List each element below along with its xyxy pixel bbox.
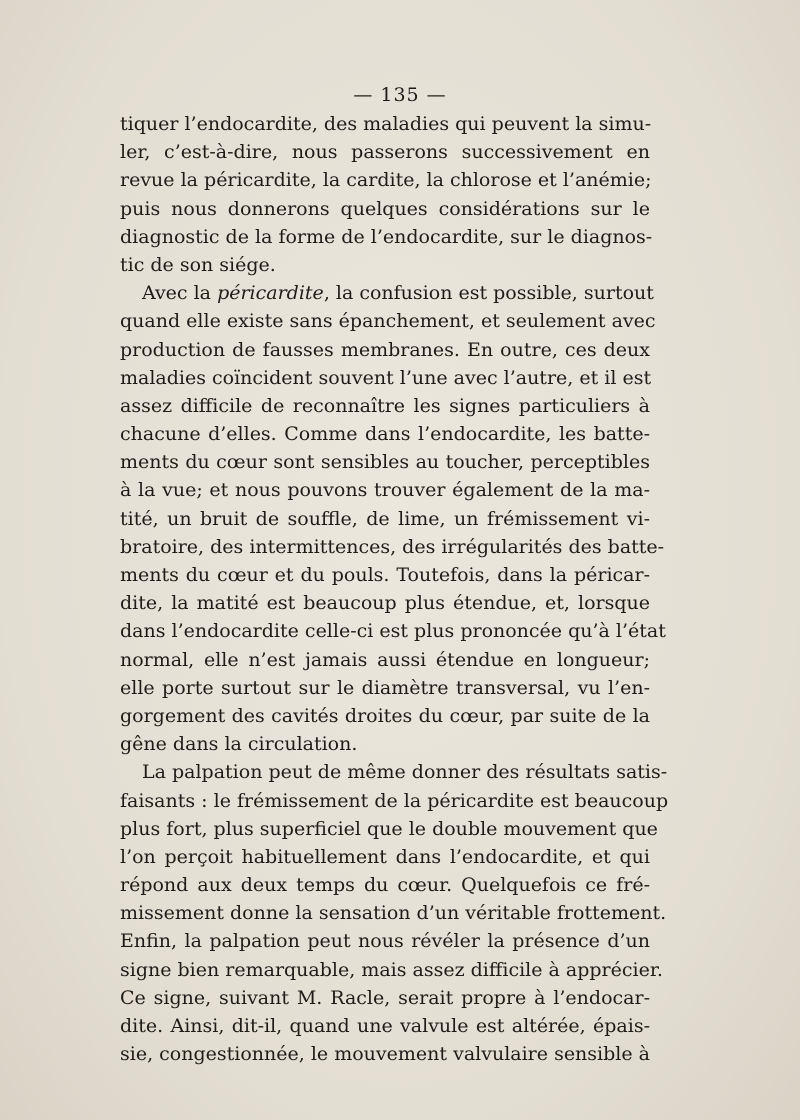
text-line: faisants : le frémissement de la péricardite est beaucoup xyxy=(120,789,669,812)
text-line: maladies coïncident souvent l’une avec l’autre, et il est xyxy=(120,366,652,389)
text-line: dans l’endocardite celle-ci est plus prononcée qu’à l’état xyxy=(120,620,666,643)
italic-term: péricardite xyxy=(217,282,324,305)
text-line: assez difficile de reconnaître les signes particuliers à xyxy=(120,394,650,417)
text-line xyxy=(120,279,654,307)
text-line: gêne dans la circulation. xyxy=(120,733,358,756)
text-line: plus fort, plus superficiel que le double mouvement que xyxy=(120,817,658,840)
text-segment: , la confusion est possible, surtout xyxy=(323,282,654,305)
text-line: quand elle existe sans épanchement, et seulement avec xyxy=(120,310,656,333)
text-line: tiquer l’endocardite, des maladies qui peuvent la simu- xyxy=(120,113,652,135)
text-line: ments du cœur et du pouls. Toutefois, dans la péricar- xyxy=(120,564,650,586)
text-line: puis nous donnerons quelques considérations sur le xyxy=(120,197,650,220)
text-line: elle porte surtout sur le diamètre transversal, vu l’en- xyxy=(120,676,650,699)
text-line: La palpation peut de même donner des résultats satis- xyxy=(142,761,668,784)
text-line: revue la péricardite, la cardite, la chlorose et l’anémie; xyxy=(120,169,652,192)
page-number: — 135 — xyxy=(353,84,447,106)
text-line: tic de son siége. xyxy=(120,253,276,276)
text-line: production de fausses membranes. En outre, ces deux xyxy=(120,338,650,361)
text-line: dite. Ainsi, dit-il, quand une valvule est altérée, épais- xyxy=(120,1015,650,1037)
text-line: chacune d’elles. Comme dans l’endocardite, les batte- xyxy=(120,423,650,446)
text-line: sie, congestionnée, le mouvement valvulaire sensible à xyxy=(120,1043,650,1066)
text-line: ments du cœur sont sensibles au toucher, perceptibles xyxy=(120,451,650,474)
text-line: bratoire, des intermittences, des irrégularités des batte- xyxy=(120,535,665,558)
text-line: ler, c’est-à-dire, nous passerons successivement en xyxy=(120,141,650,164)
text-line: à la vue; et nous pouvons trouver également de la ma- xyxy=(120,479,650,502)
text-line: gorgement des cavités droites du cœur, par suite de la xyxy=(120,704,650,727)
text-line: tité, un bruit de souffle, de lime, un frémissement vi- xyxy=(120,507,650,530)
text-line: dite, la matité est beaucoup plus étendue, et, lorsque xyxy=(120,592,650,615)
text-line: répond aux deux temps du cœur. Quelquefois ce fré- xyxy=(120,874,650,897)
text-line: Ce signe, suivant M. Racle, serait propre à l’endocar- xyxy=(120,986,650,1009)
text-line: missement donne la sensation d’un véritable frottement. xyxy=(120,902,667,925)
text-line: diagnostic de la forme de l’endocardite, sur le diagnos- xyxy=(120,225,653,248)
text-line: signe bien remarquable, mais assez difficile à apprécier. xyxy=(120,958,663,981)
body-text xyxy=(120,110,669,1068)
text-segment: Avec la xyxy=(142,282,218,305)
text-line: normal, elle n’est jamais aussi étendue en longueur; xyxy=(120,648,650,671)
text-line: Enfin, la palpation peut nous révéler la présence d’un xyxy=(120,930,650,953)
text-line: l’on perçoit habituellement dans l’endocardite, et qui xyxy=(120,845,650,868)
